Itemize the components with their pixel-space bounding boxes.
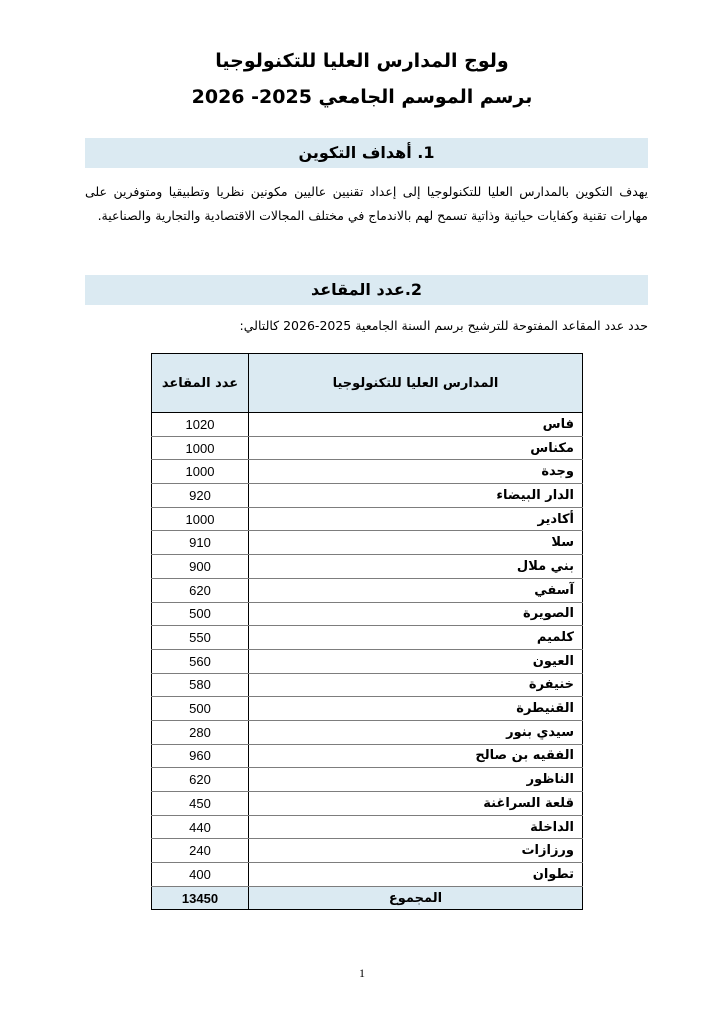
- document-subtitle: برسم الموسم الجامعي 2025- 2026: [191, 86, 533, 108]
- seat-count-cell: 580: [152, 673, 249, 697]
- seat-count-cell: 500: [152, 602, 249, 626]
- seat-count-cell: 920: [152, 484, 249, 508]
- seat-count-cell: 1000: [152, 436, 249, 460]
- page-number: 1: [359, 966, 365, 980]
- seat-count-cell: 910: [152, 531, 249, 555]
- table-row: [152, 578, 583, 602]
- table-row: [152, 436, 583, 460]
- table-row: [152, 484, 583, 508]
- seat-count-cell: 620: [152, 578, 249, 602]
- seat-count-cell: 560: [152, 649, 249, 673]
- table-header-row: [152, 354, 583, 413]
- seat-count-cell: 400: [152, 863, 249, 887]
- table-row: [152, 792, 583, 816]
- table-row: [152, 531, 583, 555]
- header-seats: عدد المقاعد: [152, 354, 249, 413]
- school-name-cell: خنيفرة: [249, 673, 583, 697]
- objectives-paragraph: يهدف التكوين بالمدارس العليا للتكنولوجيا إلى إعداد تقنيين عاليين مكونين نظريا وتطبيقيا ومتوفرين على مهارات تقنية وكفايات حياتية وذاتية تسمح لهم بالاندماج في مختلف المجالات الاقتصادية والتجارية والصناعية.: [85, 184, 648, 223]
- seats-intro-text: حدد عدد المقاعد المفتوحة للترشيح برسم السنة الجامعية 2025-2026 كالتالي:: [239, 318, 648, 333]
- table-row: [152, 744, 583, 768]
- seats-table: [151, 353, 583, 910]
- document-title: ولوج المدارس العليا للتكنولوجيا: [215, 50, 509, 72]
- total-label: المجموع: [249, 886, 583, 910]
- table-row: [152, 768, 583, 792]
- table-row: [152, 626, 583, 650]
- school-name-cell: تطوان: [249, 863, 583, 887]
- school-name-cell: ورزازات: [249, 839, 583, 863]
- table-row: [152, 697, 583, 721]
- table-row: [152, 460, 583, 484]
- header-school: المدارس العليا للتكنولوجيا: [249, 354, 583, 413]
- seat-count-cell: 1000: [152, 507, 249, 531]
- seat-count-cell: 620: [152, 768, 249, 792]
- seat-count-cell: 240: [152, 839, 249, 863]
- table-row: [152, 815, 583, 839]
- section-heading-objectives: 1. أهداف التكوين: [85, 138, 648, 168]
- table-row: [152, 413, 583, 437]
- section-heading-seats: 2.عدد المقاعد: [85, 275, 648, 305]
- table-row: [152, 649, 583, 673]
- school-name-cell: سلا: [249, 531, 583, 555]
- school-name-cell: الصويرة: [249, 602, 583, 626]
- seat-count-cell: 960: [152, 744, 249, 768]
- school-name-cell: العيون: [249, 649, 583, 673]
- seat-count-cell: 900: [152, 555, 249, 579]
- seat-count-cell: 1020: [152, 413, 249, 437]
- table-total-row: [152, 886, 583, 910]
- table-row: [152, 555, 583, 579]
- school-name-cell: كلميم: [249, 626, 583, 650]
- table-row: [152, 602, 583, 626]
- school-name-cell: وجدة: [249, 460, 583, 484]
- seat-count-cell: 1000: [152, 460, 249, 484]
- table-row: [152, 673, 583, 697]
- seat-count-cell: 550: [152, 626, 249, 650]
- school-name-cell: الداخلة: [249, 815, 583, 839]
- seat-count-cell: 440: [152, 815, 249, 839]
- school-name-cell: مكناس: [249, 436, 583, 460]
- school-name-cell: الدار البيضاء: [249, 484, 583, 508]
- school-name-cell: القنيطرة: [249, 697, 583, 721]
- seat-count-cell: 450: [152, 792, 249, 816]
- table-row: [152, 507, 583, 531]
- school-name-cell: فاس: [249, 413, 583, 437]
- school-name-cell: بني ملال: [249, 555, 583, 579]
- seat-count-cell: 280: [152, 720, 249, 744]
- school-name-cell: سيدي بنور: [249, 720, 583, 744]
- table-row: [152, 720, 583, 744]
- school-name-cell: قلعة السراغنة: [249, 792, 583, 816]
- school-name-cell: الناظور: [249, 768, 583, 792]
- table-row: [152, 839, 583, 863]
- table-row: [152, 863, 583, 887]
- school-name-cell: آسفي: [249, 578, 583, 602]
- school-name-cell: أكادير: [249, 507, 583, 531]
- seat-count-cell: 500: [152, 697, 249, 721]
- total-value: 13450: [152, 886, 249, 910]
- school-name-cell: الفقيه بن صالح: [249, 744, 583, 768]
- table-body: [152, 413, 583, 887]
